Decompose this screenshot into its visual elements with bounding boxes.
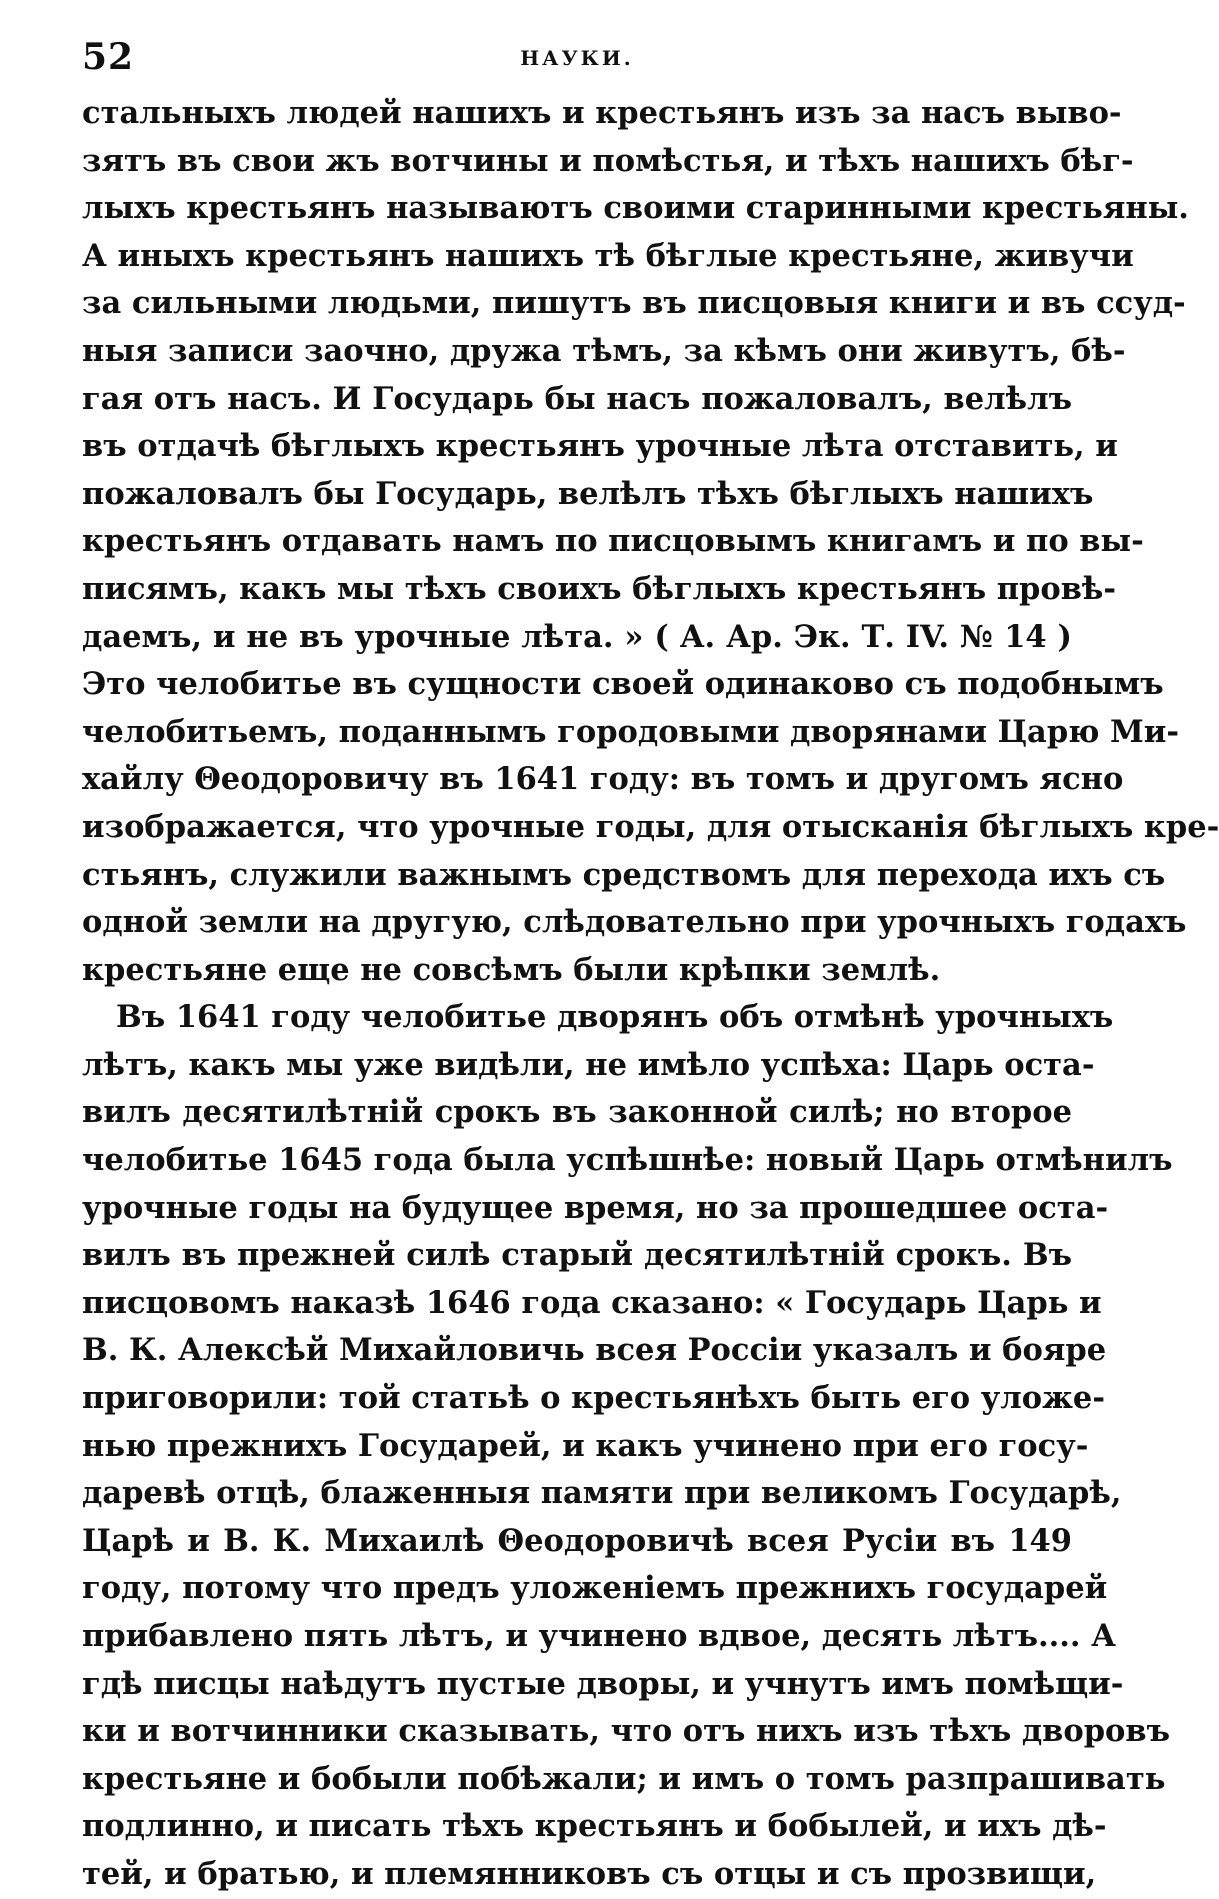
text-line: писцовомъ наказѣ 1646 года сказано: « Государь Царь и — [82, 1284, 1102, 1321]
running-head: НАУКИ. — [520, 46, 634, 70]
text-line: челобитье 1645 года была успѣшнѣе: новый Царь отмѣнилъ — [82, 1142, 1173, 1179]
text-line: даревѣ отцѣ, блаженныя памяти при великомъ Государѣ, — [82, 1475, 1122, 1512]
text-line: хайлу Θеодоровичу въ 1641 году: въ томъ и другомъ ясно — [82, 761, 1124, 798]
text-line: зятъ въ свои жъ вотчины и помѣстья, и тѣхъ нашихъ бѣг- — [82, 142, 1134, 179]
paragraph — [82, 90, 1219, 994]
text-line: гдѣ писцы наѣдутъ пустые дворы, и учнутъ имъ помѣщи- — [82, 1665, 1124, 1702]
page-header — [82, 30, 1072, 84]
text-line: ныя записи заочно, дружа тѣмъ, за кѣмъ они живутъ, бѣ- — [82, 332, 1126, 369]
text-line: крестьяне еще не совсѣмъ были крѣпки землѣ. — [82, 951, 941, 988]
text-line: ки и вотчинники сказывать, что отъ нихъ изъ тѣхъ дворовъ — [82, 1713, 1170, 1750]
text-line: писямъ, какъ мы тѣхъ своихъ бѣглыхъ крестьянъ провѣ- — [82, 570, 1117, 607]
text-line: нью прежнихъ Государей, и какъ учинено при его госу- — [82, 1427, 1089, 1464]
page-number: 52 — [82, 36, 135, 78]
text-line: подлинно, и писать тѣхъ крестьянъ и бобылей, и ихъ дѣ- — [82, 1808, 1107, 1845]
text-line: приговорили: той статьѣ о крестьянѣхъ быть его уложе- — [82, 1380, 1105, 1417]
text-line: году, потому что предъ уложеніемъ прежнихъ государей — [82, 1570, 1108, 1607]
text-line: гая отъ насъ. И Государь бы насъ пожаловалъ, велѣлъ — [82, 380, 1072, 417]
text-line: въ отдачѣ бѣглыхъ крестьянъ урочные лѣта отставить, и — [82, 428, 1118, 465]
text-line: одной земли на другую, слѣдовательно при урочныхъ годахъ — [82, 904, 1187, 941]
text-line: лыхъ крестьянъ называютъ своими старинными крестьяны. — [82, 190, 1189, 227]
text-line: В. К. Алексѣй Михайловичь всея Россіи указалъ и бояре — [82, 1332, 1107, 1369]
text-line: прибавлено пять лѣтъ, и учинено вдвое, десять лѣтъ.... А — [82, 1618, 1116, 1654]
text-line: стальныхъ людей нашихъ и крестьянъ изъ за насъ выво- — [82, 95, 1122, 131]
body-text — [82, 90, 1219, 1899]
text-line: даемъ, и не въ урочные лѣта. » ( А. Ар. Эк. Т. IV. № 14 ) — [82, 618, 1072, 655]
text-line: тей, и братью, и племянниковъ съ отцы и съ прозвищи, — [82, 1855, 1097, 1892]
text-line: изображается, что урочные годы, для отысканія бѣглыхъ кре- — [82, 808, 1219, 845]
text-line: А иныхъ крестьянъ нашихъ тѣ бѣглые крестьяне, живучи — [82, 237, 1134, 274]
text-line: Это челобитье въ сущности своей одинаково съ подобнымъ — [82, 666, 1164, 703]
text-line: челобитьемъ, поданнымъ городовыми дворянами Царю Ми- — [82, 713, 1180, 750]
text-line: вилъ десятилѣтній срокъ въ законной силѣ; но второе — [82, 1094, 1072, 1131]
text-line: крестьянъ отдавать намъ по писцовымъ книгамъ и по вы- — [82, 523, 1144, 560]
text-line: вилъ въ прежней силѣ старый десятилѣтній срокъ. Въ — [82, 1237, 1072, 1274]
text-line: крестьяне и бобыли побѣжали; и имъ о томъ разпрашивать — [82, 1760, 1166, 1797]
text-line: Въ 1641 году челобитье дворянъ объ отмѣнѣ урочныхъ — [116, 999, 1114, 1036]
text-line: стьянъ, служили важнымъ средствомъ для перехода ихъ съ — [82, 856, 1166, 893]
text-line: за сильными людьми, пишутъ въ писцовыя книги и въ ссуд- — [82, 285, 1186, 322]
text-line: лѣтъ, какъ мы уже видѣли, не имѣло успѣха: Царь оста- — [82, 1046, 1095, 1083]
text-line: пожаловалъ бы Государь, велѣлъ тѣхъ бѣглыхъ нашихъ — [82, 475, 1094, 512]
paragraph — [82, 994, 1173, 1898]
text-line: Царѣ и В. К. Михаилѣ Θеодоровичѣ всея Русіи въ 149 — [82, 1522, 1072, 1559]
text-line: урочные годы на будущее время, но за прошедшее оста- — [82, 1189, 1109, 1226]
